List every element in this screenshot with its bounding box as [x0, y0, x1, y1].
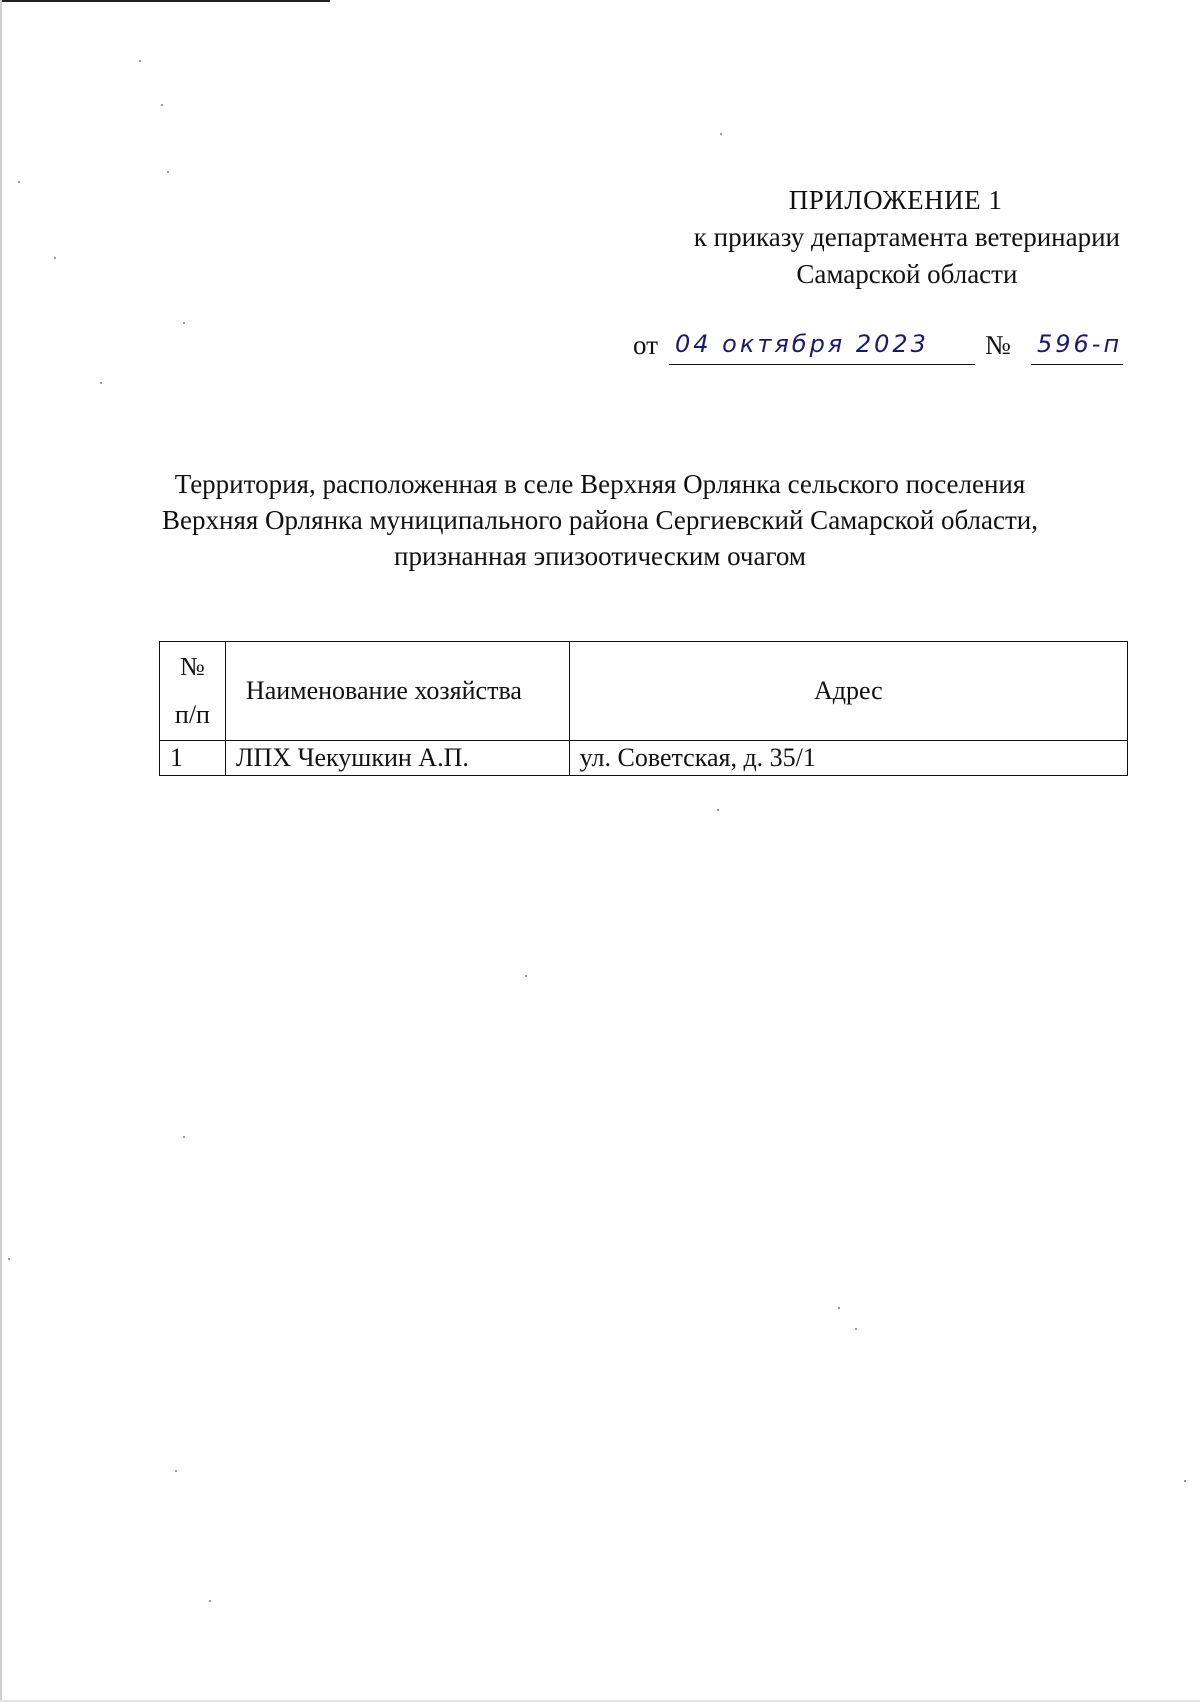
order-date-handwritten: 04 октября 2023 — [675, 330, 929, 358]
scan-speck — [167, 171, 169, 173]
row-address: ул. Советская, д. 35/1 — [569, 741, 1127, 776]
scan-speck — [100, 382, 102, 384]
order-number-field — [1031, 330, 1123, 365]
farms-table — [159, 641, 1128, 776]
order-date-field — [669, 330, 975, 365]
scan-speck — [838, 1307, 840, 1309]
heading-line-1: Территория, расположенная в селе Верхняя Орлянка сельского поселения — [174, 469, 1026, 499]
table-row — [160, 741, 1128, 776]
row-farm-name: ЛПХ Чекушкин А.П. — [225, 741, 569, 776]
scan-speck — [161, 104, 163, 106]
appendix-header — [694, 182, 1120, 293]
header-farm-name: Наименование хозяйства — [225, 642, 569, 741]
table-header-row — [160, 642, 1128, 741]
heading-line-2: Верхняя Орлянка муниципального района Сергиевский Самарской области, — [162, 505, 1038, 535]
scan-speck — [8, 1258, 10, 1260]
scan-speck — [54, 257, 56, 259]
row-number: 1 — [160, 741, 226, 776]
header-number — [160, 642, 226, 741]
document-heading — [150, 466, 1050, 574]
scan-edge-top — [0, 0, 330, 2]
scan-speck — [139, 60, 141, 62]
appendix-region-line: Самарской области — [796, 259, 1018, 289]
scan-speck — [525, 975, 527, 977]
scan-speck — [209, 1600, 211, 1602]
header-number-symbol: № — [180, 652, 205, 681]
order-date-number — [633, 330, 1123, 370]
scan-edge-left — [0, 0, 2, 1702]
scan-speck — [717, 809, 719, 811]
scan-speck — [855, 1328, 857, 1330]
header-address: Адрес — [569, 642, 1127, 741]
appendix-title: ПРИЛОЖЕНИЕ 1 — [788, 185, 1003, 215]
scan-speck — [1184, 1480, 1186, 1482]
order-date-prefix: от — [633, 330, 658, 360]
order-number-prefix: № — [985, 330, 1011, 360]
heading-line-3: признанная эпизоотическим очагом — [394, 541, 806, 571]
scan-speck — [183, 1136, 185, 1138]
order-number-handwritten: 596-п — [1037, 330, 1123, 358]
scan-speck — [175, 1470, 177, 1472]
scan-speck — [18, 181, 20, 183]
scan-speck — [720, 133, 722, 135]
appendix-reference-line: к приказу департамента ветеринарии — [693, 222, 1120, 252]
header-number-abbrev: п/п — [174, 700, 210, 729]
scan-speck — [183, 322, 185, 324]
